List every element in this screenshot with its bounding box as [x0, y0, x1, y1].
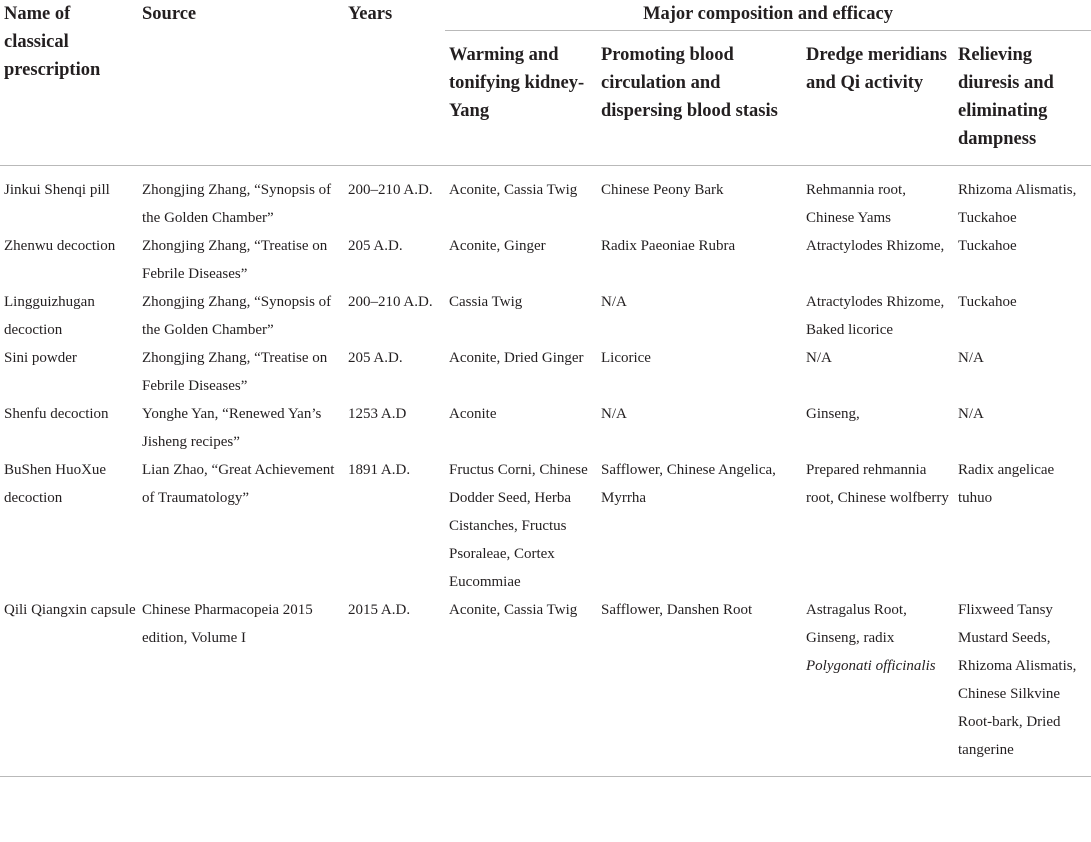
cell-source: Zhongjing Zhang, “Treatise on Febrile Diseases” [142, 238, 328, 282]
cell-name: Lingguizhugan decoction [4, 294, 95, 338]
header-row-1 [0, 0, 1091, 31]
header-promoting: Promoting blood circulation and dispersing blood stasis [597, 31, 802, 166]
cell-promoting: Chinese Peony Bark [601, 182, 724, 198]
cell-warming: Cassia Twig [449, 294, 523, 310]
cell-name: Zhenwu decoction [4, 238, 116, 254]
cell-dredge: Rehmannia root, Chinese Yams [806, 182, 906, 226]
cell-years: 1891 A.D. [348, 462, 411, 478]
cell-relieving: Tuckahoe [958, 294, 1017, 310]
cell-promoting: N/A [601, 294, 627, 310]
cell-years: 205 A.D. [348, 350, 403, 366]
cell-years: 1253 A.D [348, 406, 407, 422]
cell-source: Yonghe Yan, “Renewed Yan’s Jisheng recipes” [142, 406, 322, 450]
cell-years: 200–210 A.D. [348, 294, 433, 310]
cell-warming: Aconite [449, 406, 497, 422]
header-name: Name of classical prescription [0, 0, 138, 166]
cell-dredge: Atractylodes Rhizome, [806, 238, 945, 254]
cell-years: 200–210 A.D. [348, 182, 433, 198]
cell-warming: Fructus Corni, Chinese Dodder Seed, Herba Cistanches, Fructus Psoraleae, Cortex Eucommiae [449, 462, 588, 590]
cell-relieving: Rhizoma Alismatis, Tuckahoe [958, 182, 1077, 226]
cell-warming: Aconite, Ginger [449, 238, 546, 254]
table-row [0, 232, 1091, 288]
header-relieving: Relieving diuresis and eliminating dampness [954, 31, 1091, 166]
cell-source: Lian Zhao, “Great Achievement of Traumatology” [142, 462, 335, 506]
header-source: Source [138, 0, 344, 166]
cell-years: 205 A.D. [348, 238, 403, 254]
cell-warming: Aconite, Dried Ginger [449, 350, 584, 366]
cell-relieving: Tuckahoe [958, 238, 1017, 254]
cell-promoting: Licorice [601, 350, 651, 366]
cell-name: Shenfu decoction [4, 406, 109, 422]
cell-promoting: N/A [601, 406, 627, 422]
cell-years: 2015 A.D. [344, 596, 445, 777]
cell-dredge: Atractylodes Rhizome, Baked licorice [806, 294, 945, 338]
cell-source: Zhongjing Zhang, “Synopsis of the Golden Chamber” [142, 294, 332, 338]
table-row [0, 400, 1091, 456]
table-body [0, 166, 1091, 777]
cell-name: Jinkui Shenqi pill [4, 182, 110, 198]
cell-source: Chinese Pharmacopeia 2015 edition, Volume I [138, 596, 344, 777]
cell-source: Zhongjing Zhang, “Synopsis of the Golden Chamber” [142, 182, 332, 226]
cell-dredge: N/A [806, 350, 832, 366]
table-row [0, 344, 1091, 400]
table-row [0, 456, 1091, 596]
cell-name: BuShen HuoXue decoction [4, 462, 107, 506]
cell-warming: Aconite, Cassia Twig [445, 596, 597, 777]
cell-relieving: N/A [958, 350, 984, 366]
cell-dredge [802, 596, 954, 777]
cell-dredge-text: Astragalus Root, Ginseng, radix [806, 602, 907, 646]
header-dredge: Dredge meridians and Qi activity [802, 31, 954, 166]
cell-relieving: Flixweed Tansy Mustard Seeds, Rhizoma Alismatis, Chinese Silkvine Root-bark, Dried tangerine [954, 596, 1091, 777]
cell-relieving: N/A [958, 406, 984, 422]
cell-relieving: Radix angelicae tuhuo [958, 462, 1055, 506]
cell-name: Sini powder [4, 350, 77, 366]
header-group: Major composition and efficacy [643, 4, 893, 24]
cell-source: Zhongjing Zhang, “Treatise on Febrile Diseases” [142, 350, 328, 394]
cell-promoting: Safflower, Danshen Root [597, 596, 802, 777]
cell-warming: Aconite, Cassia Twig [449, 182, 578, 198]
cell-dredge: Ginseng, [806, 406, 860, 422]
table-row [0, 288, 1091, 344]
cell-name: Qili Qiangxin capsule [0, 596, 138, 777]
table-header [0, 0, 1091, 166]
cell-promoting: Radix Paeoniae Rubra [601, 238, 736, 254]
cell-promoting: Safflower, Chinese Angelica, Myrrha [601, 462, 776, 506]
table-row [0, 596, 1091, 777]
header-warming: Warming and tonifying kidney-Yang [445, 31, 597, 166]
header-years: Years [344, 0, 445, 166]
cell-dredge: Prepared rehmannia root, Chinese wolfberry [806, 462, 949, 506]
table-row [0, 166, 1091, 233]
cell-dredge-italic: Polygonati officinalis [806, 658, 936, 674]
